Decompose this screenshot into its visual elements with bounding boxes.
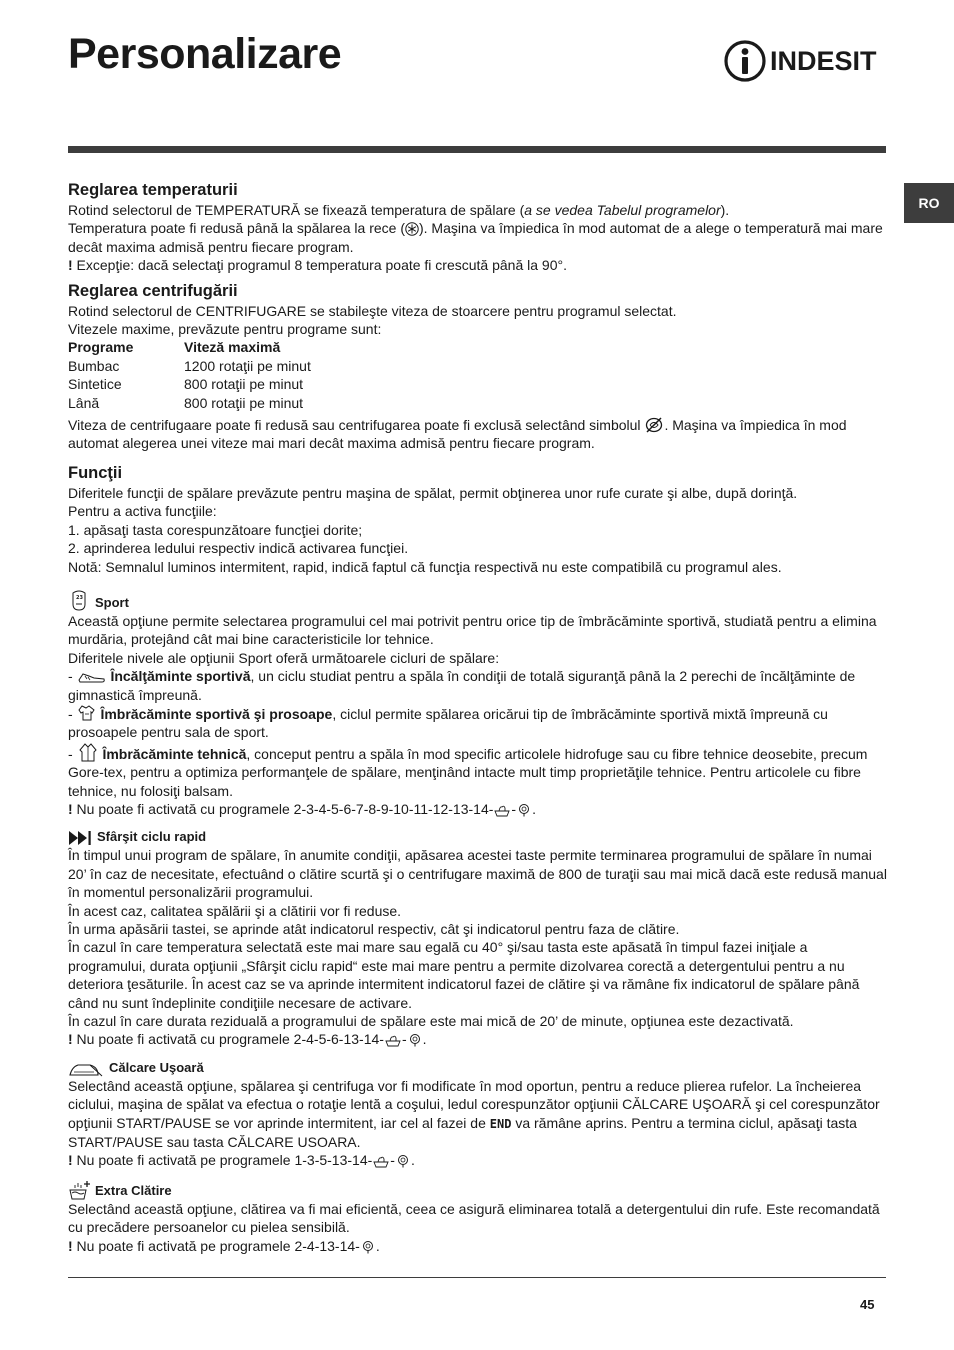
program-hand-wash-icon [384,1034,402,1047]
fast-forward-icon [68,830,92,846]
rapid-end-option-title: Sfârşit ciclu rapid [97,829,207,845]
program-hand-wash-icon [493,804,511,817]
spin-text-3: Viteza de centrifugaare poate fi redusă sau centrifugarea poate fi exclusă selectând simbolul . Maşina va împiedica în mod automat alegerea unei viteze mai mari decât maxima admisă pentru fiecare program. [68,417,847,452]
extra-rinse-option-heading [68,1180,888,1200]
table-cell-speed: 800 rotaţii pe minut [184,376,304,393]
table-row [68,375,311,393]
table-header-speed: Viteză maximă [184,339,281,356]
extra-rinse-option-title: Extra Clătire [95,1182,172,1198]
indesit-logo-icon [723,39,767,83]
sport-note: ! Nu poate fi activată cu programele 2-3-4-5-6-7-8-9-10-11-12-13-14- - . [68,800,536,817]
sport-text-2: Diferitele nivele ale opţiunii Sport oferă următoarele cicluri de spălare: [68,649,500,666]
sport-option-title: Sport [95,594,129,610]
brand-name: INDESIT [770,45,877,76]
rapid-end-text: În urma apăsării tastei, se aprinde atât indicatorul respectiv, cât şi indicatorul pentru faza de clătire. [68,921,680,937]
svg-text:23: 23 [76,594,83,601]
program-spin-icon [360,1240,376,1254]
easy-iron-note: ! Nu poate fi activată pe programele 1-3-5-13-14- - . [68,1152,415,1169]
easy-iron-text: Selectând această opţiune, spălarea şi centrifuga vor fi modificate în mod oportun, pentru a reduce plierea rufelor. La încheierea ciclului, maşina de spălat va efectua o rotaţie lentă a coşului, ledul corespunzător opţiunii CĂLCARE UŞOARĂ şi cel corespunzător opţiunii START/PAUSE se vor aprinde intermitent, iar cel al fazei de END va rămâne aprins. Pentru a termina ciclul, apăsaţi tasta START/PAUSE sau tasta CĂLCARE USOARA. [68,1077,880,1151]
sport-level-technical: - Îmbrăcăminte tehnică, conceput pentru a spăla în mod specific articolele hidrofuge sau cu fibre tehnice deosebite, precum Gore-tex, pentru a optimiza performanţele de spălare, menţinând intacte mult timp proprietăţile tehnice. Pentru articolele cu fibre tehnice, nu folosiţi balsam. [68,742,888,800]
rapid-end-text: În cazul în care temperatura selectată este mai mare sau egală cu 40° şi/sau tasta este apăsată în timpul fazei iniţiale a programului, durata opţiunii „Sfârşit ciclu rapid“ este mai mare pentru a permite dizolvarea corectă a detergentului pentru a nu deteriora ţesăturile. În acest caz se va aprinde intermitent indicatorul fazei de clătire şi va rămâne fix indicatorul de spălare până când nu sunt îndeplinite condiţiile necesare de activare. [68,939,860,1011]
spin-heading: Reglarea centrifugării [68,281,238,300]
temperature-text-1: Rotind selectorul de TEMPERATURĂ se fixează temperatura de spălare (a se vedea Tabelul programelor). [68,202,730,218]
table-row [68,357,311,375]
program-spin-icon [516,803,532,817]
table-cell-program: Sintetice [68,376,122,393]
sport-level-clothing: - Îmbrăcăminte sportivă şi prosoape, ciclul permite spălarea oricărui tip de îmbrăcăminte sportivă mixtă împreună cu prosoapele pentru sala de sport. [68,705,828,741]
header-rule [68,146,886,153]
program-spin-icon [407,1033,423,1047]
spin-text-1: Rotind selectorul de CENTRIFUGARE se stabileşte viteza de stoarcere pentru programul selectat. [68,302,677,319]
language-tab: RO [904,183,954,223]
table-cell-speed: 1200 rotaţii pe minut [184,357,311,374]
program-spin-icon [395,1154,411,1168]
brand-logo [723,39,877,83]
extra-rinse-icon [68,1180,90,1200]
rapid-end-text: În timpul unui program de spălare, în anumite condiţii, apăsarea acestei taste permite terminarea programului de spălare în numai 20’ în caz de necesitate, efectuând o clătire scurtă şi o centrifugare maximă de 800 de turaţii sau mai mică dacă este redusă manual în momentul personalizării programului. [68,847,887,901]
temperature-heading: Reglarea temperaturii [68,181,238,199]
main-content [68,180,888,1255]
table-row [68,394,311,412]
no-spin-icon [644,416,664,434]
functions-line: 1. apăsaţi tasta corespunzătoare funcţiei dorite; [68,521,363,538]
rapid-end-text: În acest caz, calitatea spălării şi a clătirii vor fi reduse. [68,902,402,919]
temperature-note: ! Excepţie: dacă selectaţi programul 8 temperatura poate fi crescută până la 90°. [68,257,567,274]
sport-level-shoes: - Încălţăminte sportivă, un ciclu studiat pentru a spăla în condiţii de totală siguranţă până la 2 perechi de încălţăminte de gimnastică împreună. [68,668,856,703]
functions-line: Pentru a activa funcţiile: [68,503,217,520]
iron-icon [68,1061,104,1077]
functions-line: Notă: Semnalul luminos intermitent, rapid, indică faptul că funcţia respectivă nu este compatibilă cu programul ales. [68,558,782,575]
spin-text-2: Vitezele maxime, prevăzute pentru programe sunt: [68,321,382,338]
rapid-end-note: ! Nu poate fi activată cu programele 2-4-5-6-13-14- - . [68,1031,427,1048]
table-cell-speed: 800 rotaţii pe minut [184,394,304,411]
page-number: 45 [860,1297,875,1312]
table-cell-program: Lână [68,394,100,411]
sport-option-heading [68,590,888,612]
extra-rinse-note: ! Nu poate fi activată pe programele 2-4-13-14- . [68,1237,380,1254]
footer-rule [68,1277,886,1278]
spin-speed-table [68,338,311,412]
sportswear-icon [77,704,97,722]
sport-text-1: Această opţiune permite selectarea programului cel mai potrivit pentru orice tip de îmbrăcăminte sportivă, studiată pentru a elimina murdăria, protejând cât mai bine caracteristicile lor tehnice. [68,612,877,648]
easy-iron-option-title: Călcare Uşoară [109,1059,204,1075]
table-cell-program: Bumbac [68,357,120,374]
technical-garment-icon [77,742,99,762]
temperature-text-2: Temperatura poate fi redusă până la spălarea la rece ( ). Maşina va împiedica în mod automat de a alege o temperatură mai mare decât maxima admisă pentru fiecare program. [68,220,883,255]
functions-heading: Funcţii [68,463,123,482]
functions-line: Diferitele funcţii de spălare prevăzute pentru maşina de spălat, permit obţinerea unor rufe curate şi albe, după dorinţă. [68,484,798,501]
snowflake-icon [405,222,419,236]
sport-icon [68,590,90,612]
functions-line: 2. aprinderea ledului respectiv indică activarea funcţiei. [68,540,409,557]
program-hand-wash-icon [372,1155,390,1168]
sport-shoe-icon [77,670,107,684]
extra-rinse-text: Selectând această opţiune, clătirea va fi mai eficientă, ceea ce asigură eliminarea totală a detergentului din rufe. Este recomandată cu precădere persoanelor cu pielea sensibilă. [68,1200,880,1236]
table-header-programs: Programe [68,339,134,356]
easy-iron-option-heading [68,1059,888,1077]
end-phase-label: END [489,1116,512,1131]
rapid-end-text: În cazul în care durata reziduală a programului de spălare este mai mică de 20’ de minute, opţiunea este dezactivată. [68,1013,794,1030]
rapid-end-option-heading [68,828,888,846]
page-title: Personalizare [68,30,342,78]
table-header-row [68,338,311,356]
